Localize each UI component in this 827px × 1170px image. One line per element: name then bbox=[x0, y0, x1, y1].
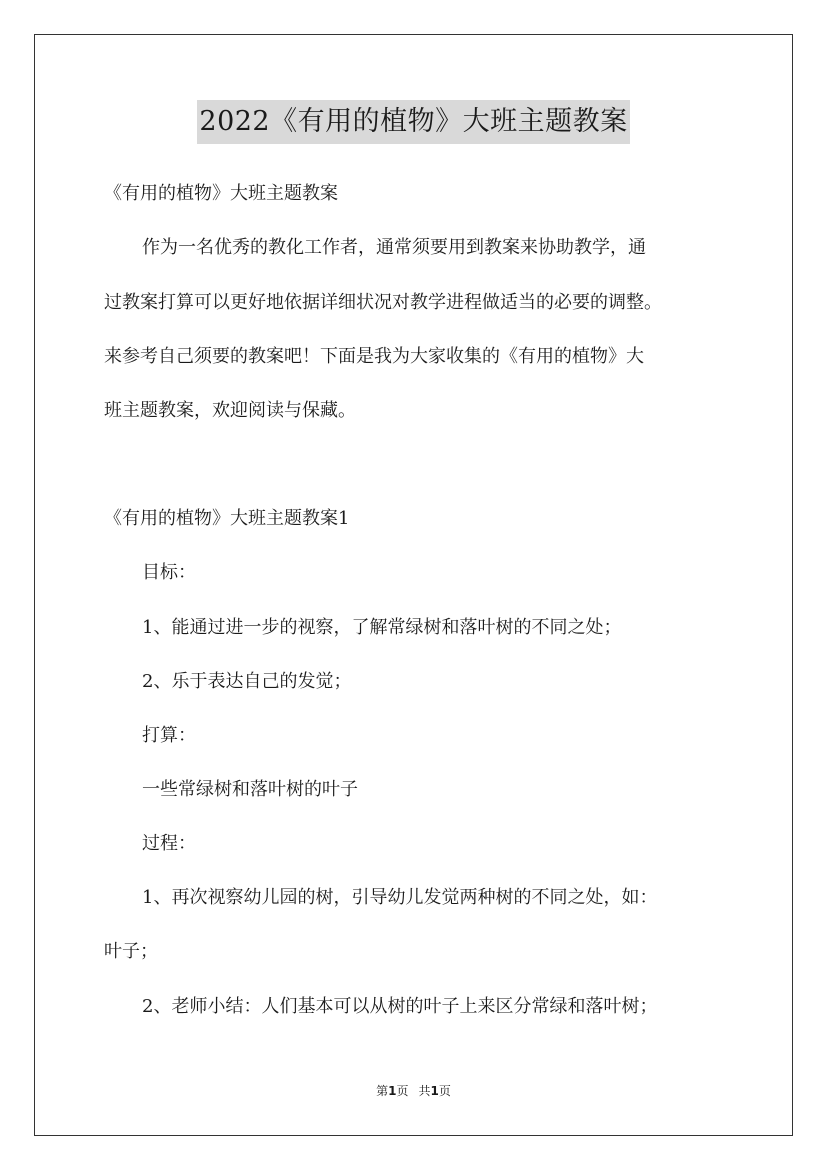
intro-line-1: 作为一名优秀的教化工作者，通常须要用到教案来协助教学，通 bbox=[142, 237, 646, 258]
document-subtitle: 《有用的植物》大班主题教案 bbox=[104, 183, 338, 204]
footer-total-prefix: 共 bbox=[418, 1084, 431, 1098]
footer-total-suffix: 页 bbox=[438, 1084, 451, 1098]
intro-line-2: 过教案打算可以更好地依据详细状况对教学进程做适当的必要的调整。 bbox=[104, 292, 662, 313]
footer-page-total: 1 bbox=[430, 1084, 439, 1098]
body-line-prep-items: 一些常绿树和落叶树的叶子 bbox=[142, 779, 358, 800]
body-line-goal-2: 2、乐于表达自己的发觉； bbox=[142, 671, 352, 692]
body-line-process-2: 2、老师小结：人们基本可以从树的叶子上来区分常绿和落叶树； bbox=[142, 996, 658, 1017]
body-line-goal: 目标： bbox=[142, 562, 196, 583]
title-container bbox=[0, 100, 827, 144]
body-line-process-1-cont: 叶子； bbox=[104, 941, 158, 962]
page-footer bbox=[0, 1083, 827, 1099]
body-line-process: 过程： bbox=[142, 833, 196, 854]
footer-page-mid: 页 bbox=[396, 1084, 409, 1098]
footer-page-prefix: 第 bbox=[376, 1084, 389, 1098]
footer-page-current: 1 bbox=[388, 1084, 397, 1098]
intro-line-3: 来参考自己须要的教案吧！下面是我为大家收集的《有用的植物》大 bbox=[104, 346, 644, 367]
body-line-goal-1: 1、能通过进一步的视察，了解常绿树和落叶树的不同之处； bbox=[142, 617, 622, 638]
document-title: 2022《有用的植物》大班主题教案 bbox=[197, 100, 629, 144]
body-line-prep: 打算： bbox=[142, 725, 196, 746]
intro-line-4: 班主题教案，欢迎阅读与保藏。 bbox=[104, 400, 356, 421]
body-line-process-1: 1、再次视察幼儿园的树，引导幼儿发觉两种树的不同之处，如： bbox=[142, 887, 658, 908]
section-heading: 《有用的植物》大班主题教案1 bbox=[104, 508, 350, 529]
